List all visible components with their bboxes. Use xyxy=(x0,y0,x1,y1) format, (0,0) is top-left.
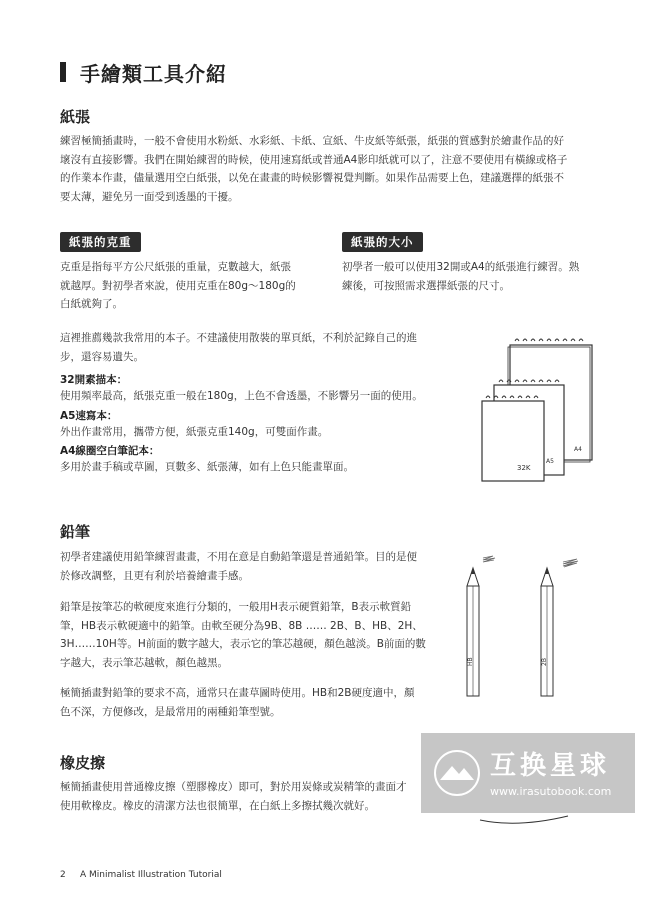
label-32k: 32K xyxy=(517,464,531,472)
pencil-heading: 鉛筆 xyxy=(60,523,91,541)
book-list xyxy=(60,372,460,477)
eraser-paragraph: 極簡插畫使用普通橡皮擦（塑膠橡皮）即可，對於用炭條或炭精筆的畫面才 使用軟橡皮。橡皮的清潔方法也很簡單，在白紙上多擦拭幾次就好。 xyxy=(60,781,407,812)
paper-heading: 紙張 xyxy=(60,108,91,126)
label-a4: A4 xyxy=(574,446,582,453)
page-number: 2 xyxy=(60,870,66,880)
book-desc: 使用頻率最高，紙張克重一般在180g，上色不會透墨，不影響另一面的使用。 xyxy=(60,390,423,402)
book-name: A5速寫本： xyxy=(60,409,118,422)
pencil-paragraph-1: 初學者建議使用鉛筆練習畫畫，不用在意是自動鉛筆還是普通鉛筆。目的是便 於修改調整，且更有利於培養繪畫手感。 xyxy=(60,551,417,582)
watermark-url: www.irasutobook.com xyxy=(490,785,612,798)
book-name: A4線圈空白筆記本： xyxy=(60,445,160,457)
pencil-2b-label: 2B xyxy=(541,658,548,666)
pencil-paragraph-3: 極簡插畫對鉛筆的要求不高，通常只在畫草圖時使用。HB和2B硬度適中，顏 色不深，方便修改，是最常用的兩種鉛筆型號。 xyxy=(60,687,415,718)
book-desc: 多用於畫手稿或草圖，頁數多、紙張薄，如有上色只能畫單面。 xyxy=(60,461,354,473)
recommend-text: 這裡推薦幾款我常用的本子。不建議使用散裝的單頁紙，不利於記錄自己的進 步，還容易遺失。 xyxy=(60,332,417,363)
watermark-text: 互换星球 xyxy=(490,751,611,781)
notebooks-illustration xyxy=(470,335,600,490)
title-bar xyxy=(60,62,66,82)
label-a5: A5 xyxy=(546,458,554,465)
paper-size-text: 初學者一般可以使用32開或A4的紙張進行練習。熟 練後，可按照需求選擇紙張的尺寸。 xyxy=(342,261,580,292)
book-title: A Minimalist Illustration Tutorial xyxy=(80,870,222,880)
book-name: 32開素描本： xyxy=(60,374,128,386)
book-desc: 外出作畫常用，攜帶方便，紙張克重140g，可雙面作畫。 xyxy=(60,425,329,438)
pencil-hb-label: HB xyxy=(467,657,474,666)
paper-weight-text: 克重是指每平方公尺紙張的重量，克數越大，紙張 就越厚。對初學者來說，使用克重在80g～180g的 白紙就夠了。 xyxy=(60,261,296,310)
page-title: 手繪類工具介紹 xyxy=(80,62,227,86)
paper-size-tag: 紙張的大小 xyxy=(342,232,423,252)
pencil-paragraph-2: 鉛筆是按筆芯的軟硬度來進行分類的，一般用H表示硬質鉛筆，B表示軟質鉛 筆，HB表示軟硬適中的鉛筆。由軟至硬分為9B、8B …… 2B、B、HB、2H、 3H……10H等。H前面的數字越大，表示它的筆芯越硬，顏色越淡。B前面的數 字越大，表示筆芯越軟，顏色越黑。 xyxy=(60,601,426,669)
eraser-heading: 橡皮擦 xyxy=(60,754,106,772)
paper-paragraph: 練習極簡插畫時，一般不會使用水粉紙、水彩紙、卡紙、宣紙、牛皮紙等紙張，紙張的質感對於繪畫作品的好 壞沒有直接影響。我們在開始練習的時候，使用速寫紙或普通A4影印紙就可以了，注意不要使用有橫線或格子 的作業本作畫，儘量選用空白紙張，以免在畫畫的時候影響視覺判斷。如果作品需要上色，建議選擇的紙張不 要太薄，避免另一面受到透墨的干擾。 xyxy=(60,135,568,203)
watermark-logo-icon xyxy=(432,748,482,798)
pencils-illustration xyxy=(455,550,595,700)
paper-weight-tag: 紙張的克重 xyxy=(60,232,141,252)
